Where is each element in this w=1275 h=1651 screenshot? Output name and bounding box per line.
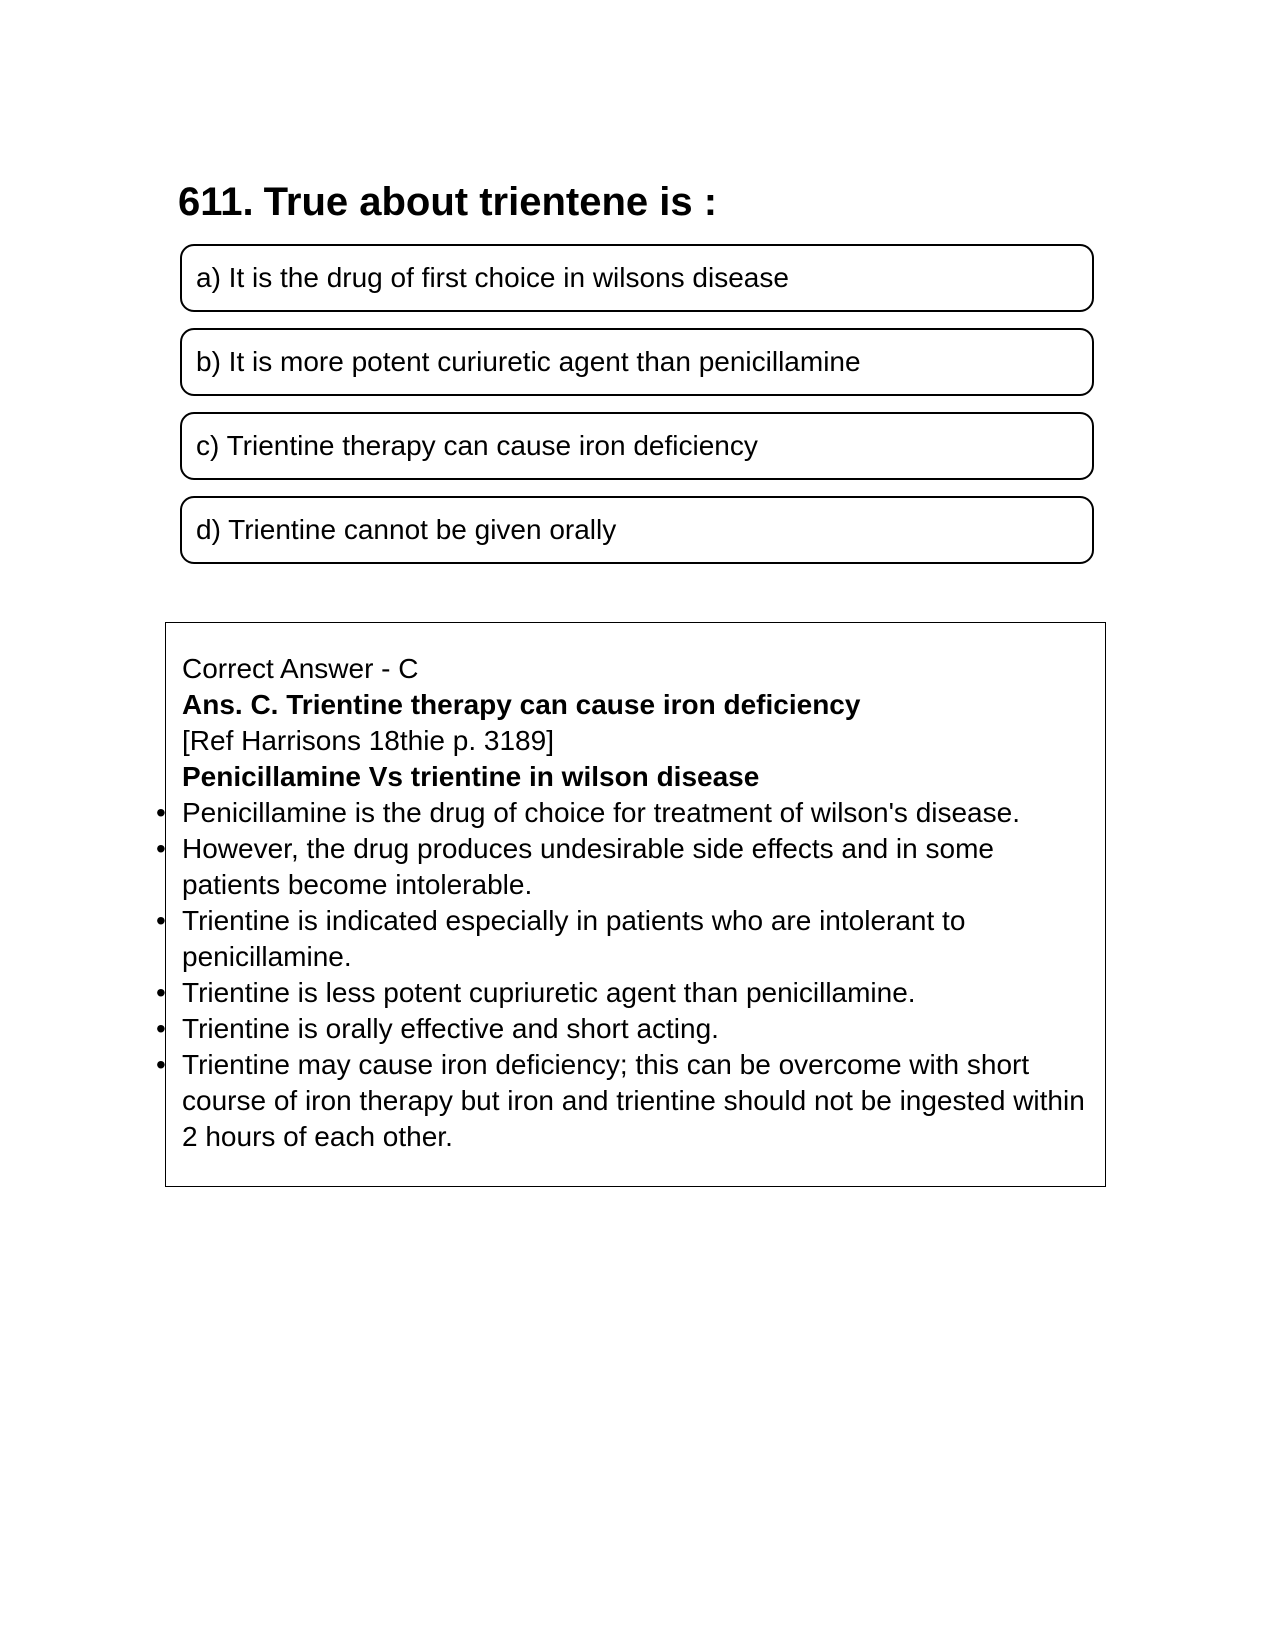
point-text: However, the drug produces undesirable side effects and in some patients become intolerable.	[182, 833, 994, 900]
list-item	[156, 1047, 1095, 1155]
list-item	[156, 975, 1095, 1011]
list-item	[156, 795, 1095, 831]
point-text: Penicillamine is the drug of choice for treatment of wilson's disease.	[182, 797, 1020, 828]
bullet-icon: •	[156, 905, 166, 936]
answer-explanation-box	[156, 622, 1106, 1187]
option-c[interactable]: c) Trientine therapy can cause iron deficiency	[180, 412, 1094, 480]
reference: [Ref Harrisons 18thie p. 3189]	[182, 725, 554, 756]
question-number: 611.	[178, 180, 254, 224]
list-item	[156, 831, 1095, 903]
list-item	[156, 903, 1095, 975]
answer-heading: Ans. C. Trientine therapy can cause iron deficiency	[182, 689, 861, 720]
correct-answer: Correct Answer - C	[182, 653, 419, 684]
comparison-heading: Penicillamine Vs trientine in wilson disease	[182, 761, 760, 792]
option-d[interactable]: d) Trientine cannot be given orally	[180, 496, 1094, 564]
point-text: Trientine may cause iron deficiency; this can be overcome with short course of iron therapy but iron and trientine should not be ingested within 2 hours of each other.	[182, 1049, 1085, 1152]
option-a[interactable]: a) It is the drug of first choice in wilsons disease	[180, 244, 1094, 312]
question-text: True about trientene is :	[263, 180, 718, 224]
bullet-icon: •	[156, 1013, 166, 1044]
question-title	[178, 176, 717, 228]
bullet-icon: •	[156, 1049, 166, 1080]
bullet-icon: •	[156, 977, 166, 1008]
point-text: Trientine is less potent cupriuretic agent than penicillamine.	[182, 977, 916, 1008]
list-item	[156, 1011, 1095, 1047]
options-list	[180, 244, 1094, 580]
point-text: Trientine is orally effective and short acting.	[182, 1013, 719, 1044]
explanation-points	[156, 795, 1095, 1155]
point-text: Trientine is indicated especially in patients who are intolerant to penicillamine.	[182, 905, 966, 972]
bullet-icon: •	[156, 833, 166, 864]
bullet-icon: •	[156, 797, 166, 828]
option-b[interactable]: b) It is more potent curiuretic agent than penicillamine	[180, 328, 1094, 396]
